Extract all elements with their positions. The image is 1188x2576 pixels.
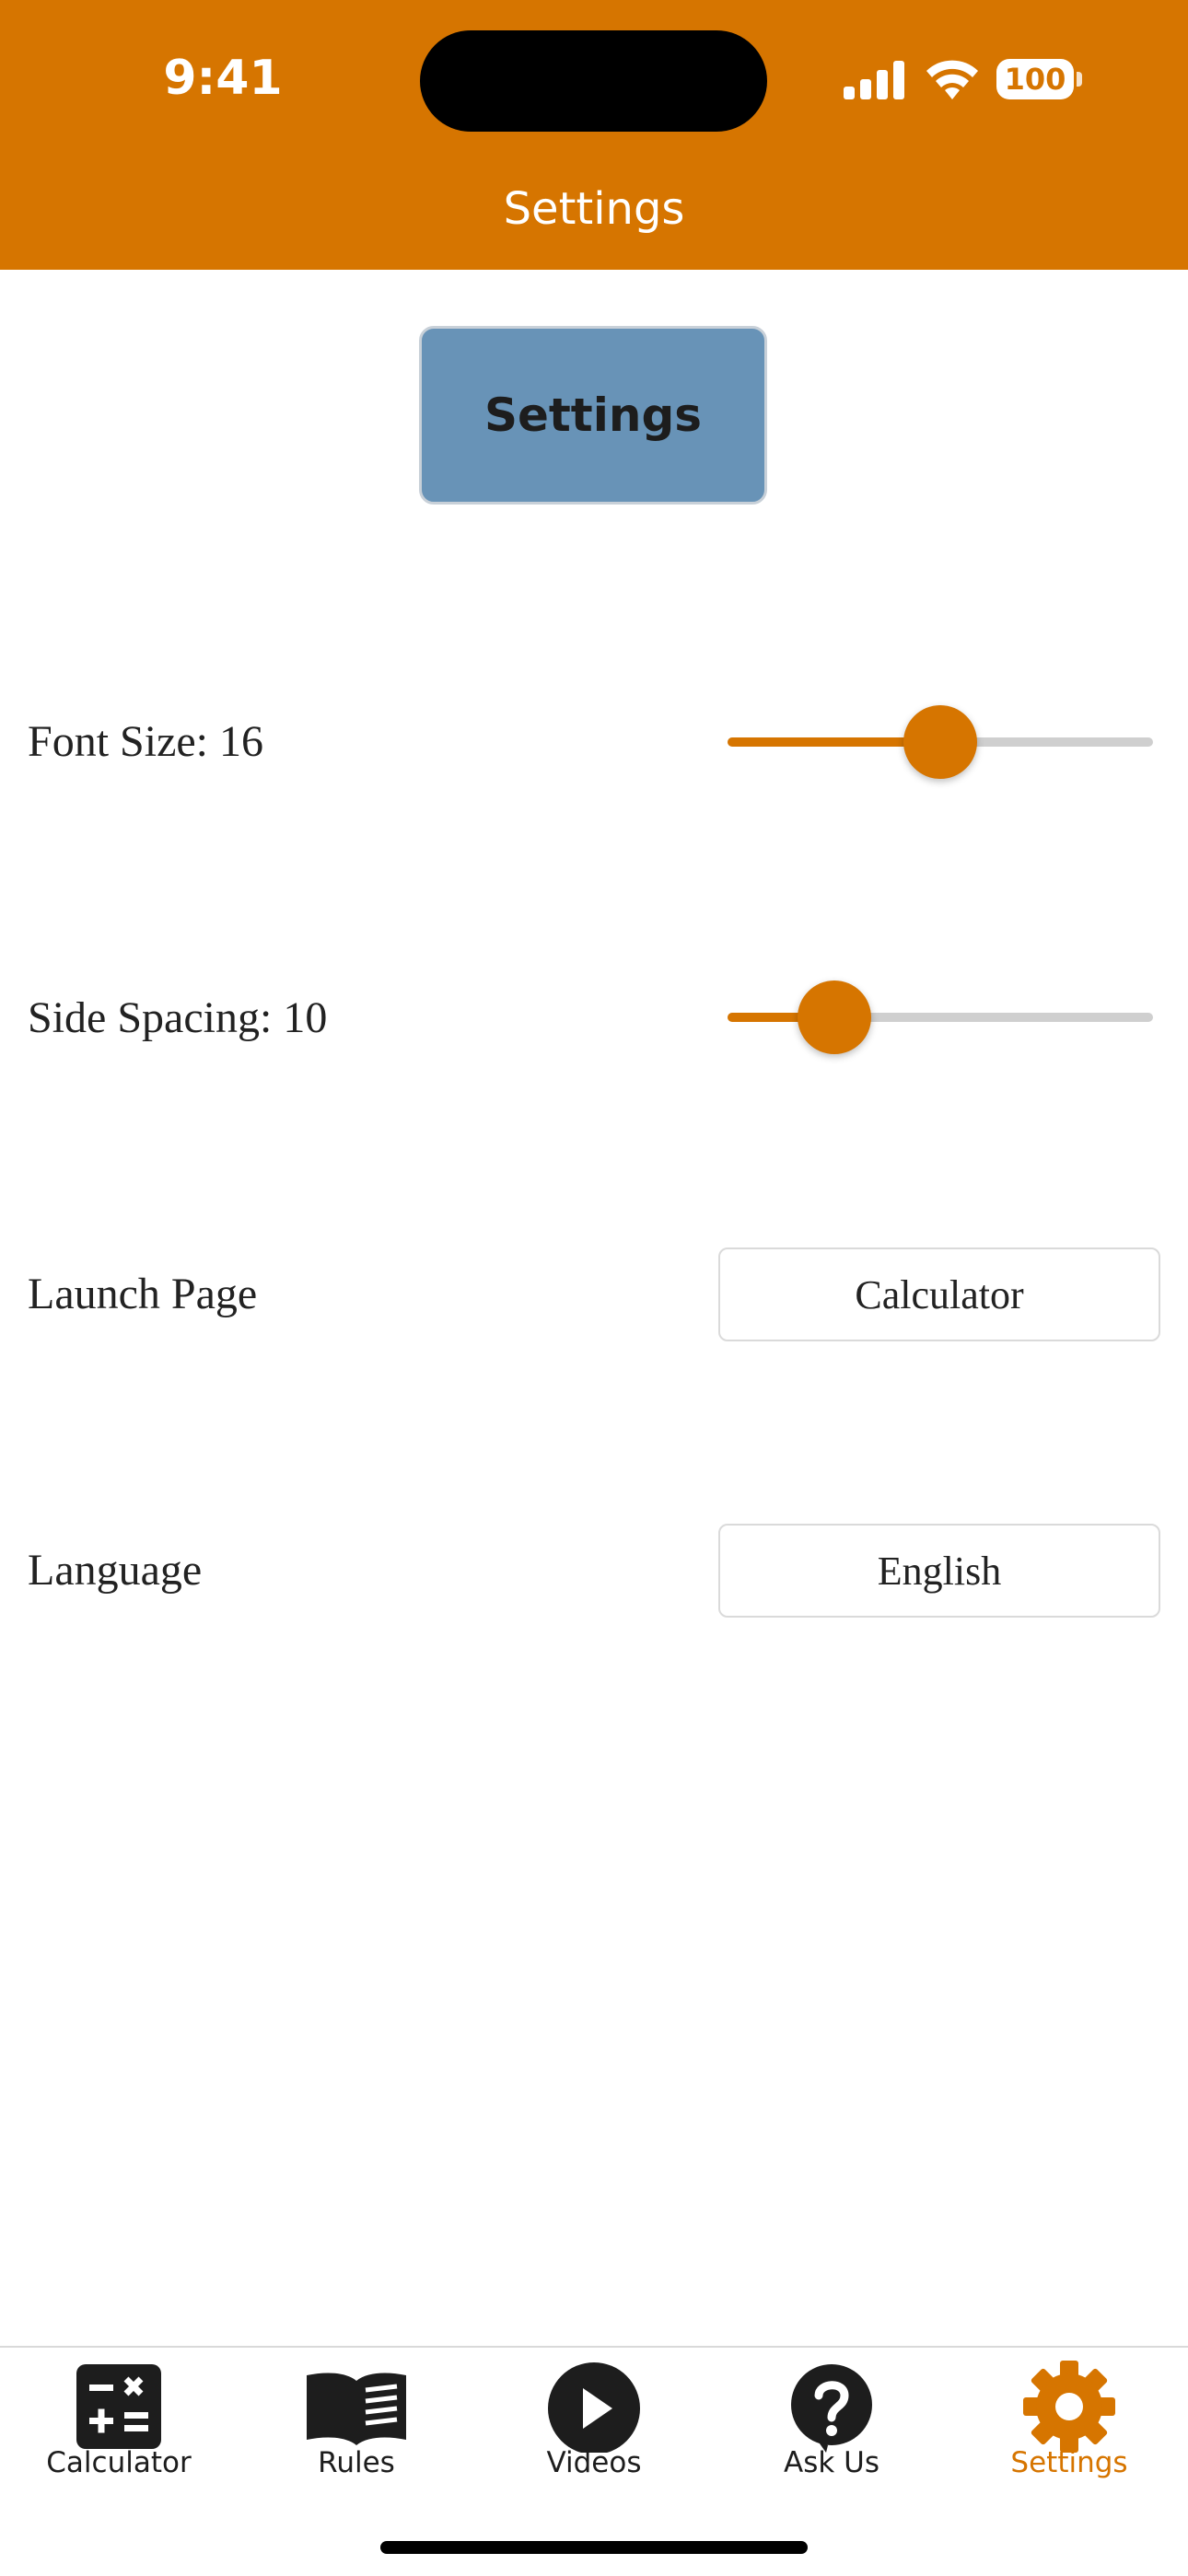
dynamic-island <box>420 30 767 132</box>
side-spacing-slider[interactable] <box>728 981 1153 1054</box>
battery-cap <box>1077 72 1082 87</box>
tab-rules[interactable] <box>238 2348 475 2495</box>
page-title: Settings <box>503 183 685 235</box>
tab-calculator[interactable] <box>0 2348 238 2495</box>
settings-button[interactable]: Settings <box>419 326 767 505</box>
play-icon <box>542 2361 646 2453</box>
tab-label: Calculator <box>46 2446 192 2479</box>
home-indicator <box>380 2541 808 2554</box>
language-select[interactable]: English <box>718 1524 1160 1618</box>
battery-icon <box>996 59 1081 99</box>
signal-icon <box>844 61 906 99</box>
tab-videos[interactable] <box>475 2348 713 2495</box>
tab-label: Settings <box>1010 2446 1128 2479</box>
book-icon <box>305 2361 408 2453</box>
tab-label: Videos <box>546 2446 642 2479</box>
tab-ask-us[interactable] <box>713 2348 950 2495</box>
font-size-slider[interactable] <box>728 705 1153 779</box>
slider-thumb[interactable] <box>903 705 977 779</box>
language-label: Language <box>28 1546 203 1595</box>
side-spacing-label: Side Spacing: 10 <box>28 993 328 1042</box>
calculator-icon <box>67 2361 170 2453</box>
status-time: 9:41 <box>163 51 283 106</box>
font-size-label: Font Size: 16 <box>28 717 264 766</box>
wifi-icon <box>925 59 980 99</box>
slider-thumb[interactable] <box>798 981 871 1054</box>
battery-level: 100 <box>996 59 1074 99</box>
launch-page-select[interactable]: Calculator <box>718 1247 1160 1341</box>
tab-settings[interactable] <box>950 2348 1188 2495</box>
gear-icon <box>1018 2361 1121 2453</box>
question-icon <box>780 2361 883 2453</box>
tab-label: Rules <box>318 2446 395 2479</box>
header-bar <box>0 0 1188 270</box>
launch-page-label: Launch Page <box>28 1270 258 1318</box>
tab-label: Ask Us <box>783 2446 879 2479</box>
